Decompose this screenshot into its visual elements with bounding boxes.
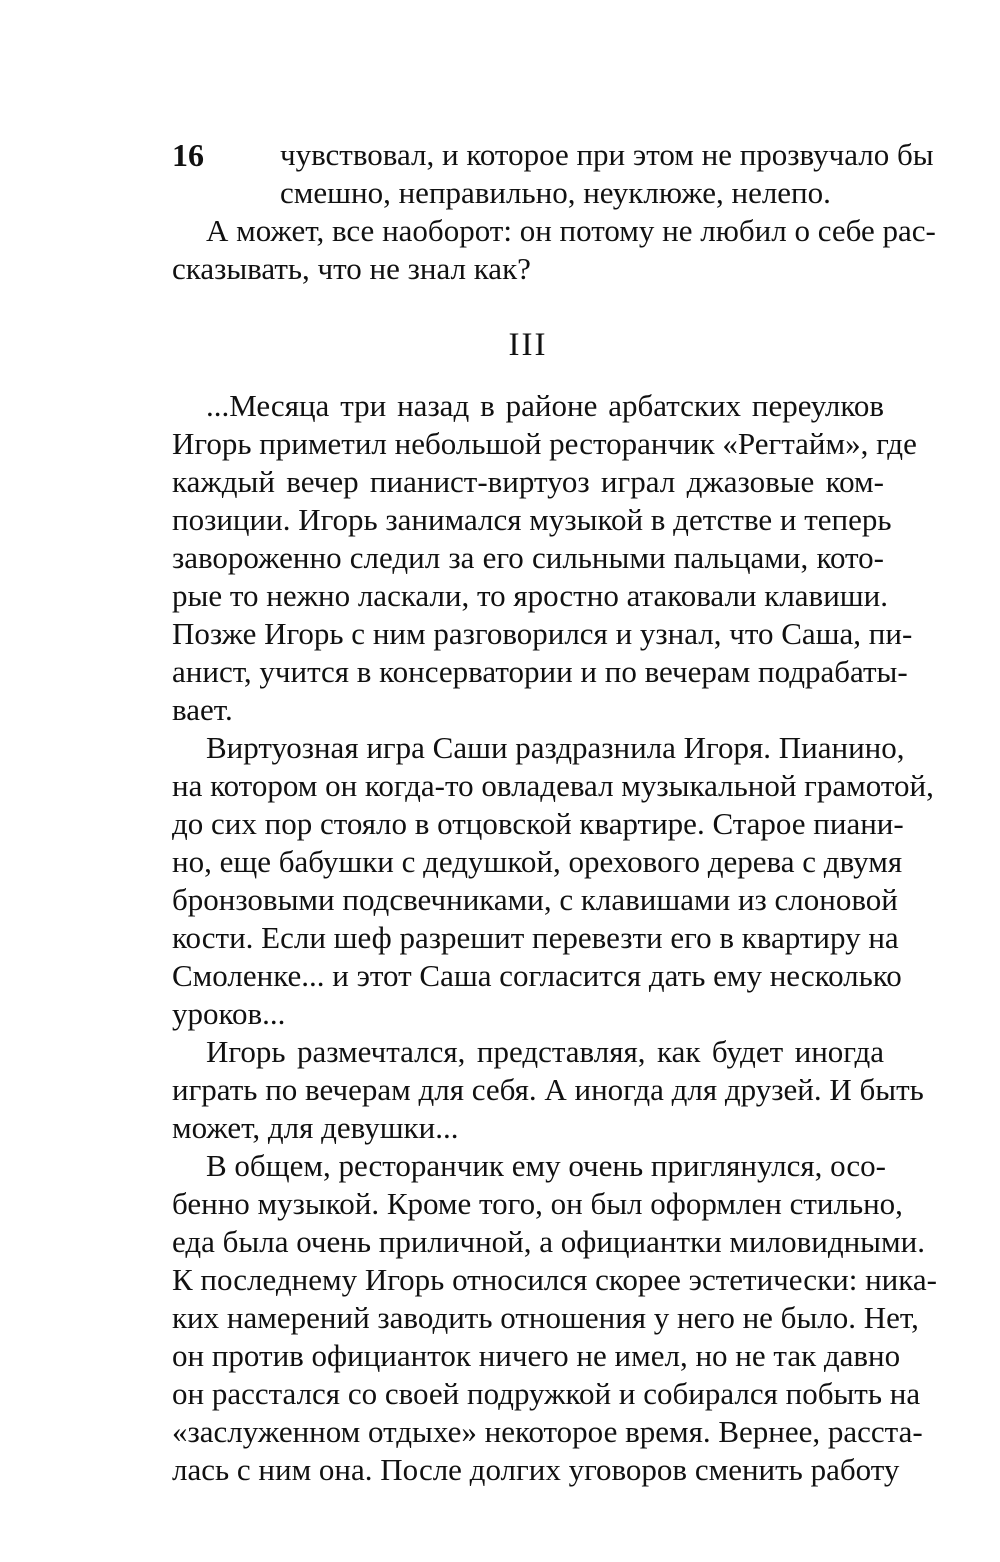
text-line: рые то нежно ласкали, то яростно атаковали клавиши. <box>172 578 888 613</box>
text-line: он расстался со своей подружкой и собирался побыть на <box>172 1376 921 1411</box>
text-line: кости. Если шеф разрешит перевезти его в квартиру на <box>172 920 899 955</box>
text-line: Игорь размечтался, представляя, как будет иногда <box>206 1034 884 1069</box>
text-line: на котором он когда-то овладевал музыкальной грамотой, <box>172 768 934 803</box>
text-line: смешно, неправильно, неуклюже, нелепо. <box>280 175 831 210</box>
text-line: чувствовал, и которое при этом не прозвучало бы <box>280 137 934 172</box>
text-line: до сих пор стояло в отцовской квартире. Старое пиани- <box>172 806 904 841</box>
text-line: сказывать, что не знал как? <box>172 251 531 286</box>
text-line: Виртуозная игра Саши раздразнила Игоря. Пианино, <box>206 730 905 765</box>
text-line: лась с ним она. После долгих уговоров сменить работу <box>172 1452 900 1487</box>
text-line: может, для девушки... <box>172 1110 459 1145</box>
text-line: Смоленке... и этот Саша согласится дать ему несколько <box>172 958 902 993</box>
text-line: анист, учится в консерватории и по вечерам подрабаты- <box>172 654 908 689</box>
text-line: но, еще бабушки с дедушкой, орехового дерева с двумя <box>172 844 903 879</box>
text-line: позиции. Игорь занимался музыкой в детстве и теперь <box>172 502 892 537</box>
text-line: ...Месяца три назад в районе арбатских переулков <box>206 388 884 423</box>
text-line: уроков... <box>172 996 286 1031</box>
text-line: ких намерений заводить отношения у него не было. Нет, <box>172 1300 919 1335</box>
text-line: В общем, ресторанчик ему очень приглянулся, осо- <box>206 1148 886 1183</box>
text-line: играть по вечерам для себя. А иногда для друзей. И быть <box>172 1072 924 1107</box>
chapter-title: III <box>508 327 548 363</box>
text-line: каждый вечер пианист-виртуоз играл джазовые ком- <box>172 464 884 499</box>
text-line: он против официанток ничего не имел, но не так давно <box>172 1338 901 1373</box>
text-line: Позже Игорь с ним разговорился и узнал, что Саша, пи- <box>172 616 913 651</box>
text-line: Игорь приметил небольшой ресторанчик «Регтайм», где <box>172 426 917 461</box>
text-line: «заслуженном отдыхе» некоторое время. Вернее, расста- <box>172 1414 923 1449</box>
text-line: вает. <box>172 692 233 727</box>
text-line: завороженно следил за его сильными пальцами, кото- <box>172 540 884 575</box>
text-line: А может, все наоборот: он потому не любил о себе рас- <box>206 213 936 248</box>
text-line: еда была очень приличной, а официантки миловидными. <box>172 1224 925 1259</box>
text-line: бронзовыми подсвечниками, с клавишами из слоновой <box>172 882 898 917</box>
book-page <box>172 0 937 1562</box>
text-line: К последнему Игорь относился скорее эстетически: ника- <box>172 1262 937 1297</box>
text-line: бенно музыкой. Кроме того, он был оформлен стильно, <box>172 1186 903 1221</box>
page-number: 16 <box>172 137 204 173</box>
